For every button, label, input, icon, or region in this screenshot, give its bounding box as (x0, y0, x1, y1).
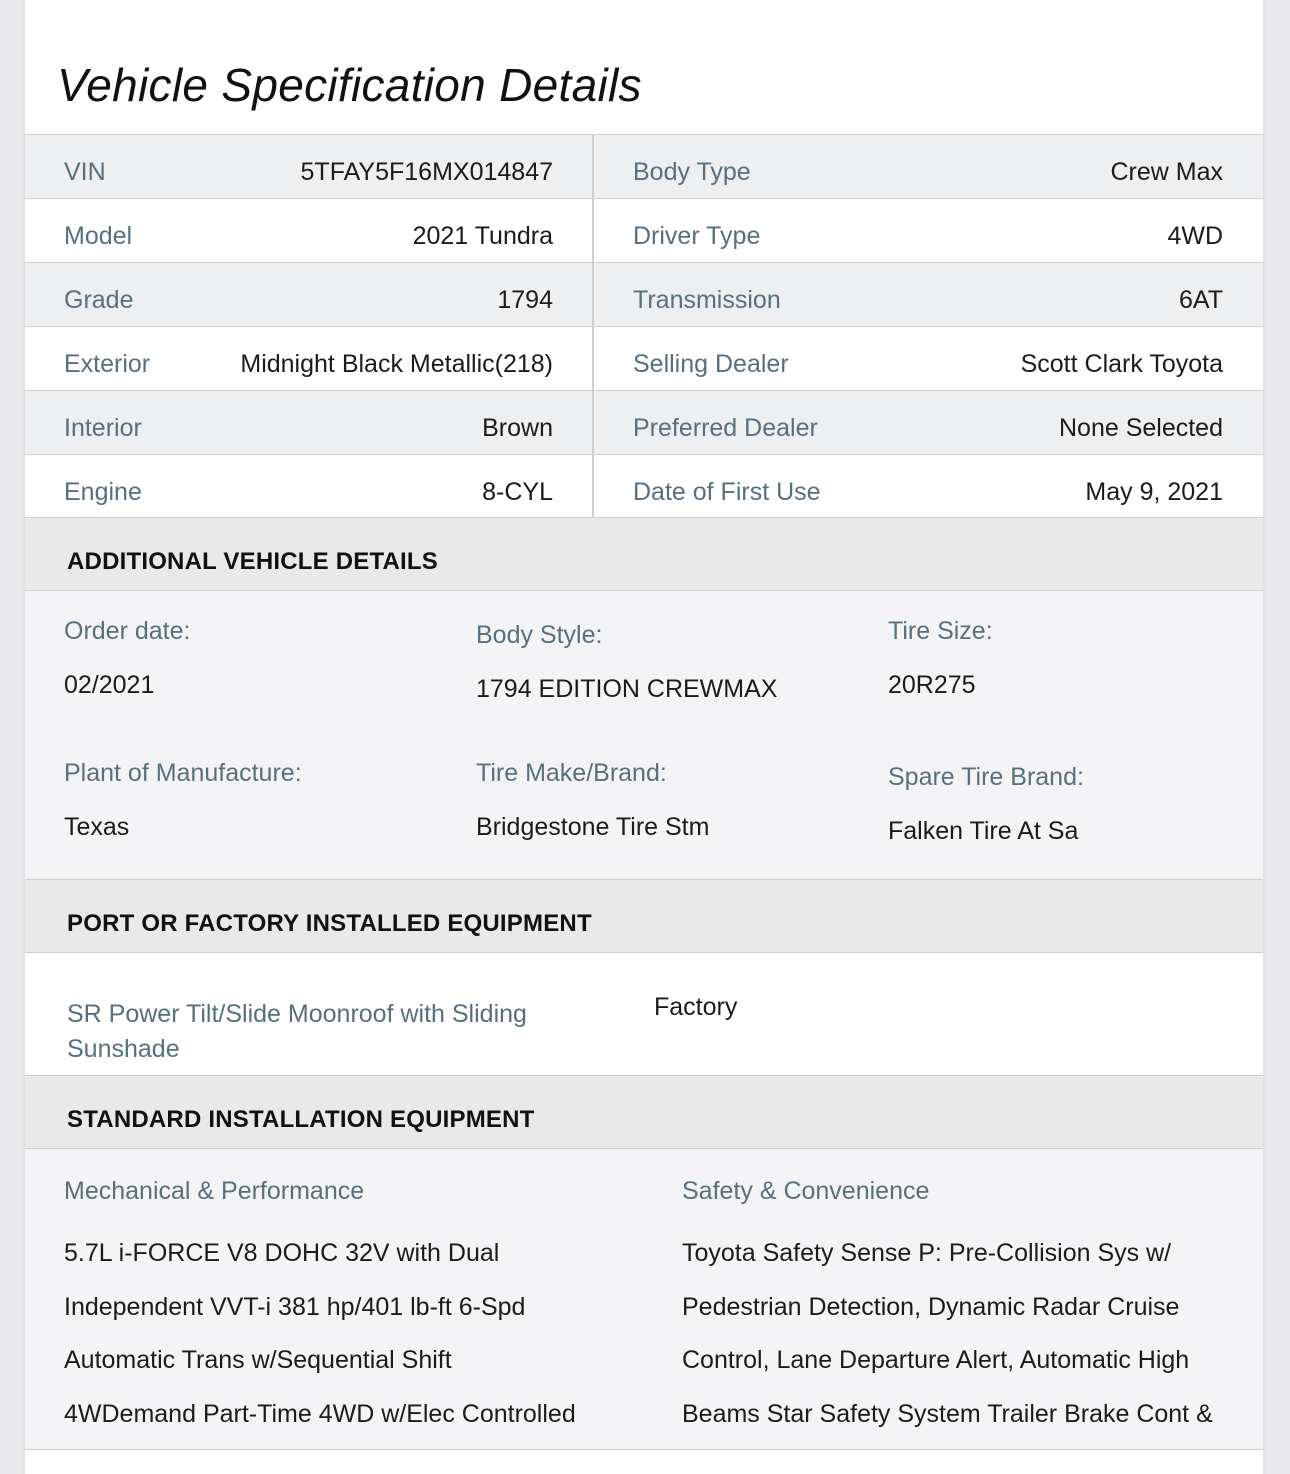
port-factory-header (25, 879, 1263, 953)
detail-label-body-style: Body Style: (476, 621, 603, 649)
spec-value-interior: Brown (482, 414, 553, 442)
spec-row (25, 198, 1263, 262)
spec-label-preferred-dealer: Preferred Dealer (633, 414, 818, 442)
spec-value-driver-type: 4WD (1167, 222, 1223, 250)
spec-value-transmission: 6AT (1179, 286, 1223, 314)
column-divider (592, 199, 594, 262)
detail-label-tire-size: Tire Size: (888, 617, 993, 645)
spec-value-date-first-use: May 9, 2021 (1085, 478, 1223, 506)
spec-label-vin: VIN (64, 158, 106, 186)
column-divider (592, 455, 594, 518)
spec-label-exterior: Exterior (64, 350, 151, 378)
spec-value-vin: 5TFAY5F16MX014847 (300, 158, 553, 186)
detail-label-order-date: Order date: (64, 617, 191, 645)
spec-label-engine: Engine (64, 478, 142, 506)
detail-value-tire-size: 20R275 (888, 671, 976, 699)
mechanical-line: 5.7L i-FORCE V8 DOHC 32V with Dual (64, 1239, 500, 1267)
spec-row (25, 454, 1263, 519)
spec-value-selling-dealer: Scott Clark Toyota (1020, 350, 1223, 378)
equipment-name: SR Power Tilt/Slide Moonroof with Sliding Sunshade (67, 1000, 527, 1063)
safety-line: Toyota Safety Sense P: Pre-Collision Sys w/ (682, 1239, 1172, 1267)
spec-label-model: Model (64, 222, 133, 250)
spec-row (25, 326, 1263, 390)
spec-label-driver-type: Driver Type (633, 222, 761, 250)
detail-value-order-date: 02/2021 (64, 671, 155, 699)
spec-value-grade: 1794 (497, 286, 553, 314)
additional-details-body (25, 591, 1263, 879)
safety-line: Beams Star Safety System Trailer Brake Cont & (682, 1400, 1213, 1428)
detail-label-tire-brand: Tire Make/Brand: (476, 759, 667, 787)
detail-value-spare-tire: Falken Tire At Sa (888, 817, 1079, 845)
column-divider (592, 391, 594, 454)
mechanical-performance-title: Mechanical & Performance (64, 1177, 365, 1205)
detail-label-spare-tire: Spare Tire Brand: (888, 763, 1084, 791)
spec-value-model: 2021 Tundra (412, 222, 553, 250)
spec-value-preferred-dealer: None Selected (1058, 414, 1223, 442)
vehicle-spec-card (25, 0, 1263, 1474)
detail-value-plant: Texas (64, 813, 130, 841)
column-divider (592, 327, 594, 390)
spec-row (25, 262, 1263, 326)
spec-label-grade: Grade (64, 286, 134, 314)
spec-value-engine: 8-CYL (482, 478, 553, 506)
spec-table (25, 134, 1263, 519)
mechanical-line: 4WDemand Part-Time 4WD w/Elec Controlled (64, 1400, 576, 1428)
spec-label-transmission: Transmission (633, 286, 781, 314)
standard-equipment-header (25, 1075, 1263, 1149)
additional-details-header (25, 517, 1263, 591)
safety-convenience-title: Safety & Convenience (682, 1177, 930, 1205)
section-title: STANDARD INSTALLATION EQUIPMENT (67, 1106, 535, 1133)
safety-line: Control, Lane Departure Alert, Automatic High (682, 1346, 1190, 1374)
mechanical-line: Automatic Trans w/Sequential Shift (64, 1346, 452, 1374)
page-title: Vehicle Specification Details (57, 59, 642, 111)
safety-line: Pedestrian Detection, Dynamic Radar Cruise (682, 1293, 1180, 1321)
spec-label-date-first-use: Date of First Use (633, 478, 821, 506)
section-title: PORT OR FACTORY INSTALLED EQUIPMENT (67, 910, 592, 937)
section-title: ADDITIONAL VEHICLE DETAILS (67, 548, 438, 575)
spec-label-selling-dealer: Selling Dealer (633, 350, 789, 378)
spec-value-exterior: Midnight Black Metallic(218) (240, 350, 553, 378)
spec-label-interior: Interior (64, 414, 142, 442)
spec-row (25, 134, 1263, 198)
spec-label-body-type: Body Type (633, 158, 751, 186)
standard-equipment-body (25, 1149, 1263, 1450)
detail-value-tire-brand: Bridgestone Tire Stm (476, 813, 710, 841)
column-divider (592, 263, 594, 326)
spec-row (25, 390, 1263, 454)
detail-label-plant: Plant of Manufacture: (64, 759, 302, 787)
spec-value-body-type: Crew Max (1110, 158, 1223, 186)
equipment-source: Factory (654, 993, 738, 1021)
port-factory-body (25, 953, 1263, 1075)
mechanical-line: Independent VVT-i 381 hp/401 lb-ft 6-Spd (64, 1293, 526, 1321)
column-divider (592, 135, 594, 198)
detail-value-body-style: 1794 EDITION CREWMAX (476, 675, 778, 703)
